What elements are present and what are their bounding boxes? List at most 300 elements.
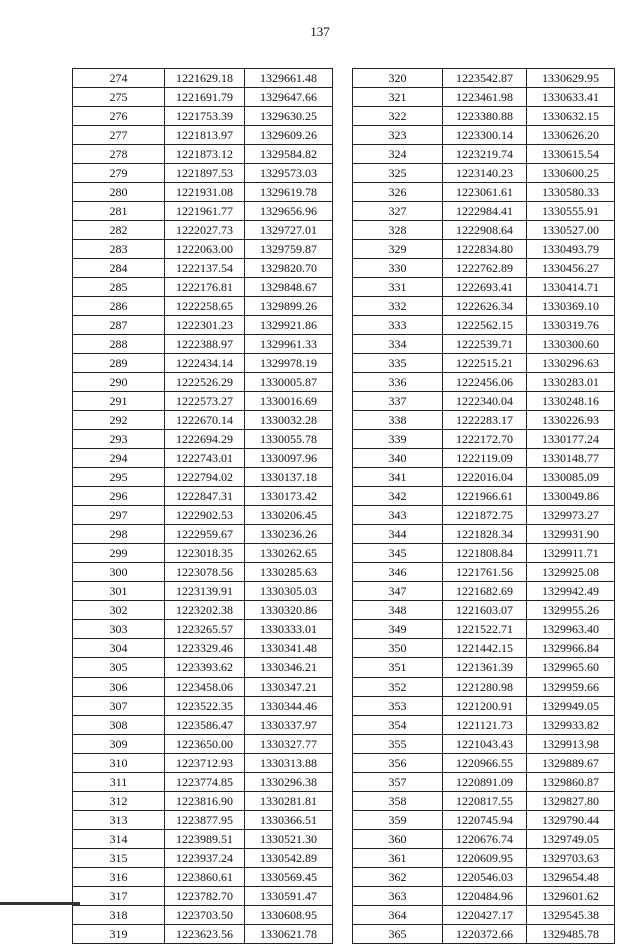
table-row: [353, 544, 615, 563]
point-number-cell: 300: [73, 563, 165, 582]
table-row: [353, 810, 615, 829]
y-coordinate-cell: 1330555.91: [527, 202, 615, 221]
x-coordinate-cell: 1222515.21: [443, 354, 527, 373]
y-coordinate-cell: 1330262.65: [245, 544, 333, 563]
y-coordinate-cell: 1329955.26: [527, 601, 615, 620]
table-row: [353, 354, 615, 373]
table-row: [353, 107, 615, 126]
y-coordinate-cell: 1330615.54: [527, 145, 615, 164]
x-coordinate-cell: 1223650.00: [165, 734, 245, 753]
y-coordinate-cell: 1330016.69: [245, 392, 333, 411]
x-coordinate-cell: 1220817.55: [443, 791, 527, 810]
x-coordinate-cell: 1221808.84: [443, 544, 527, 563]
y-coordinate-cell: 1330580.33: [527, 183, 615, 202]
x-coordinate-cell: 1221682.69: [443, 582, 527, 601]
y-coordinate-cell: 1330456.27: [527, 259, 615, 278]
point-number-cell: 315: [73, 848, 165, 867]
point-number-cell: 317: [73, 886, 165, 905]
x-coordinate-cell: 1221361.39: [443, 658, 527, 677]
table-row: [353, 601, 615, 620]
point-number-cell: 340: [353, 449, 443, 468]
point-number-cell: 284: [73, 259, 165, 278]
y-coordinate-cell: 1329485.78: [527, 924, 615, 943]
x-coordinate-cell: 1221813.97: [165, 126, 245, 145]
y-coordinate-cell: 1330319.76: [527, 316, 615, 335]
y-coordinate-cell: 1329584.82: [245, 145, 333, 164]
point-number-cell: 361: [353, 848, 443, 867]
y-coordinate-cell: 1329961.33: [245, 335, 333, 354]
y-coordinate-cell: 1330632.15: [527, 107, 615, 126]
x-coordinate-cell: 1222794.02: [165, 468, 245, 487]
table-row: [353, 525, 615, 544]
table-row: [73, 221, 333, 240]
point-number-cell: 335: [353, 354, 443, 373]
table-row: [73, 297, 333, 316]
table-row: [353, 677, 615, 696]
table-row: [73, 430, 333, 449]
point-number-cell: 352: [353, 677, 443, 696]
point-number-cell: 318: [73, 905, 165, 924]
y-coordinate-cell: 1330346.21: [245, 658, 333, 677]
table-row: [73, 354, 333, 373]
point-number-cell: 295: [73, 468, 165, 487]
table-row: [73, 563, 333, 582]
x-coordinate-cell: 1223202.38: [165, 601, 245, 620]
table-row: [73, 753, 333, 772]
table-row: [353, 658, 615, 677]
table-row: [73, 107, 333, 126]
y-coordinate-cell: 1330633.41: [527, 88, 615, 107]
table-row: [73, 183, 333, 202]
table-row: [73, 639, 333, 658]
y-coordinate-cell: 1330281.81: [245, 791, 333, 810]
x-coordinate-cell: 1222834.80: [443, 240, 527, 259]
table-row: [73, 411, 333, 430]
point-number-cell: 312: [73, 791, 165, 810]
table-row: [73, 373, 333, 392]
table-row: [73, 924, 333, 943]
y-coordinate-cell: 1330591.47: [245, 886, 333, 905]
x-coordinate-cell: 1222573.27: [165, 392, 245, 411]
table-row: [73, 658, 333, 677]
point-number-cell: 309: [73, 734, 165, 753]
point-number-cell: 278: [73, 145, 165, 164]
point-number-cell: 357: [353, 772, 443, 791]
point-number-cell: 323: [353, 126, 443, 145]
point-number-cell: 302: [73, 601, 165, 620]
table-row: [73, 316, 333, 335]
y-coordinate-cell: 1329820.70: [245, 259, 333, 278]
table-row: [353, 487, 615, 506]
point-number-cell: 279: [73, 164, 165, 183]
table-row: [73, 544, 333, 563]
point-number-cell: 282: [73, 221, 165, 240]
point-number-cell: 311: [73, 772, 165, 791]
x-coordinate-cell: 1222176.81: [165, 278, 245, 297]
table-row: [353, 69, 615, 88]
point-number-cell: 299: [73, 544, 165, 563]
table-row: [73, 601, 333, 620]
table-row: [353, 411, 615, 430]
y-coordinate-cell: 1330177.24: [527, 430, 615, 449]
y-coordinate-cell: 1330327.77: [245, 734, 333, 753]
point-number-cell: 304: [73, 639, 165, 658]
x-coordinate-cell: 1223078.56: [165, 563, 245, 582]
x-coordinate-cell: 1221873.12: [165, 145, 245, 164]
y-coordinate-cell: 1330621.78: [245, 924, 333, 943]
table-row: [353, 886, 615, 905]
x-coordinate-cell: 1222526.29: [165, 373, 245, 392]
table-row: [73, 449, 333, 468]
x-coordinate-cell: 1223219.74: [443, 145, 527, 164]
y-coordinate-cell: 1330347.21: [245, 677, 333, 696]
y-coordinate-cell: 1329889.67: [527, 753, 615, 772]
y-coordinate-cell: 1330055.78: [245, 430, 333, 449]
x-coordinate-cell: 1223300.14: [443, 126, 527, 145]
table-row: [73, 126, 333, 145]
x-coordinate-cell: 1222984.41: [443, 202, 527, 221]
table-row: [73, 487, 333, 506]
y-coordinate-cell: 1329656.96: [245, 202, 333, 221]
y-coordinate-cell: 1330097.96: [245, 449, 333, 468]
x-coordinate-cell: 1223989.51: [165, 829, 245, 848]
x-coordinate-cell: 1223139.91: [165, 582, 245, 601]
point-number-cell: 327: [353, 202, 443, 221]
point-number-cell: 305: [73, 658, 165, 677]
y-coordinate-cell: 1329921.86: [245, 316, 333, 335]
x-coordinate-cell: 1223623.56: [165, 924, 245, 943]
page-number: 137: [310, 24, 330, 39]
x-coordinate-cell: 1221629.18: [165, 69, 245, 88]
point-number-cell: 355: [353, 734, 443, 753]
point-number-cell: 320: [353, 69, 443, 88]
table-row: [353, 240, 615, 259]
y-coordinate-cell: 1329860.87: [527, 772, 615, 791]
table-row: [353, 88, 615, 107]
x-coordinate-cell: 1222119.09: [443, 449, 527, 468]
point-number-cell: 339: [353, 430, 443, 449]
y-coordinate-cell: 1330148.77: [527, 449, 615, 468]
table-row: [73, 620, 333, 639]
x-coordinate-cell: 1223522.35: [165, 696, 245, 715]
x-coordinate-cell: 1221761.56: [443, 563, 527, 582]
x-coordinate-cell: 1223329.46: [165, 639, 245, 658]
x-coordinate-cell: 1223712.93: [165, 753, 245, 772]
point-number-cell: 330: [353, 259, 443, 278]
table-row: [73, 734, 333, 753]
table-row: [353, 259, 615, 278]
table-row: [73, 69, 333, 88]
point-number-cell: 328: [353, 221, 443, 240]
table-row: [353, 221, 615, 240]
y-coordinate-cell: 1330344.46: [245, 696, 333, 715]
y-coordinate-cell: 1329630.25: [245, 107, 333, 126]
point-number-cell: 303: [73, 620, 165, 639]
x-coordinate-cell: 1222172.70: [443, 430, 527, 449]
y-coordinate-cell: 1330173.42: [245, 487, 333, 506]
y-coordinate-cell: 1330320.86: [245, 601, 333, 620]
y-coordinate-cell: 1330414.71: [527, 278, 615, 297]
x-coordinate-cell: 1221522.71: [443, 620, 527, 639]
point-number-cell: 324: [353, 145, 443, 164]
point-number-cell: 289: [73, 354, 165, 373]
table-row: [353, 620, 615, 639]
point-number-cell: 326: [353, 183, 443, 202]
table-row: [353, 715, 615, 734]
y-coordinate-cell: 1330049.86: [527, 487, 615, 506]
x-coordinate-cell: 1222693.41: [443, 278, 527, 297]
y-coordinate-cell: 1329899.26: [245, 297, 333, 316]
y-coordinate-cell: 1330248.16: [527, 392, 615, 411]
x-coordinate-cell: 1222340.04: [443, 392, 527, 411]
point-number-cell: 353: [353, 696, 443, 715]
table-row: [73, 829, 333, 848]
point-number-cell: 344: [353, 525, 443, 544]
point-number-cell: 294: [73, 449, 165, 468]
y-coordinate-cell: 1330300.60: [527, 335, 615, 354]
x-coordinate-cell: 1223393.62: [165, 658, 245, 677]
x-coordinate-cell: 1220484.96: [443, 886, 527, 905]
x-coordinate-cell: 1222959.67: [165, 525, 245, 544]
y-coordinate-cell: 1330369.10: [527, 297, 615, 316]
point-number-cell: 331: [353, 278, 443, 297]
table-row: [353, 392, 615, 411]
point-number-cell: 358: [353, 791, 443, 810]
y-coordinate-cell: 1329978.19: [245, 354, 333, 373]
y-coordinate-cell: 1330226.93: [527, 411, 615, 430]
y-coordinate-cell: 1329925.08: [527, 563, 615, 582]
table-row: [353, 468, 615, 487]
y-coordinate-cell: 1329790.44: [527, 810, 615, 829]
point-number-cell: 348: [353, 601, 443, 620]
table-row: [353, 829, 615, 848]
x-coordinate-cell: 1223860.61: [165, 867, 245, 886]
x-coordinate-cell: 1220372.66: [443, 924, 527, 943]
point-number-cell: 362: [353, 867, 443, 886]
y-coordinate-cell: 1329609.26: [245, 126, 333, 145]
point-number-cell: 288: [73, 335, 165, 354]
y-coordinate-cell: 1329827.80: [527, 791, 615, 810]
point-number-cell: 346: [353, 563, 443, 582]
table-row: [353, 563, 615, 582]
x-coordinate-cell: 1221897.53: [165, 164, 245, 183]
y-coordinate-cell: 1330626.20: [527, 126, 615, 145]
point-number-cell: 321: [353, 88, 443, 107]
table-row: [73, 715, 333, 734]
y-coordinate-cell: 1329911.71: [527, 544, 615, 563]
table-row: [353, 639, 615, 658]
table-row: [73, 506, 333, 525]
y-coordinate-cell: 1330608.95: [245, 905, 333, 924]
y-coordinate-cell: 1329727.01: [245, 221, 333, 240]
x-coordinate-cell: 1222137.54: [165, 259, 245, 278]
table-row: [73, 335, 333, 354]
table-row: [353, 772, 615, 791]
y-coordinate-cell: 1330521.30: [245, 829, 333, 848]
point-number-cell: 314: [73, 829, 165, 848]
point-number-cell: 285: [73, 278, 165, 297]
table-row: [73, 164, 333, 183]
x-coordinate-cell: 1223774.85: [165, 772, 245, 791]
point-number-cell: 365: [353, 924, 443, 943]
x-coordinate-cell: 1221828.34: [443, 525, 527, 544]
x-coordinate-cell: 1220546.03: [443, 867, 527, 886]
x-coordinate-cell: 1223265.57: [165, 620, 245, 639]
point-number-cell: 333: [353, 316, 443, 335]
point-number-cell: 275: [73, 88, 165, 107]
y-coordinate-cell: 1329942.49: [527, 582, 615, 601]
x-coordinate-cell: 1223018.35: [165, 544, 245, 563]
x-coordinate-cell: 1222388.97: [165, 335, 245, 354]
table-row: [353, 753, 615, 772]
table-row: [73, 259, 333, 278]
x-coordinate-cell: 1223816.90: [165, 791, 245, 810]
table-row: [73, 791, 333, 810]
table-row: [73, 905, 333, 924]
y-coordinate-cell: 1330283.01: [527, 373, 615, 392]
y-coordinate-cell: 1329647.66: [245, 88, 333, 107]
x-coordinate-cell: 1222626.34: [443, 297, 527, 316]
x-coordinate-cell: 1220609.95: [443, 848, 527, 867]
x-coordinate-cell: 1222694.29: [165, 430, 245, 449]
x-coordinate-cell: 1221043.43: [443, 734, 527, 753]
table-row: [353, 316, 615, 335]
point-number-cell: 334: [353, 335, 443, 354]
y-coordinate-cell: 1329573.03: [245, 164, 333, 183]
x-coordinate-cell: 1222743.01: [165, 449, 245, 468]
x-coordinate-cell: 1222762.89: [443, 259, 527, 278]
point-number-cell: 280: [73, 183, 165, 202]
table-row: [353, 164, 615, 183]
point-number-cell: 341: [353, 468, 443, 487]
x-coordinate-cell: 1222258.65: [165, 297, 245, 316]
table-row: [353, 582, 615, 601]
table-row: [73, 810, 333, 829]
point-number-cell: 301: [73, 582, 165, 601]
table-row: [353, 335, 615, 354]
table-row: [353, 791, 615, 810]
x-coordinate-cell: 1223586.47: [165, 715, 245, 734]
x-coordinate-cell: 1221280.98: [443, 677, 527, 696]
table-row: [73, 392, 333, 411]
y-coordinate-cell: 1330005.87: [245, 373, 333, 392]
x-coordinate-cell: 1220427.17: [443, 905, 527, 924]
y-coordinate-cell: 1330493.79: [527, 240, 615, 259]
y-coordinate-cell: 1329963.40: [527, 620, 615, 639]
x-coordinate-cell: 1223937.24: [165, 848, 245, 867]
y-coordinate-cell: 1329703.63: [527, 848, 615, 867]
point-number-cell: 277: [73, 126, 165, 145]
table-row: [353, 126, 615, 145]
point-number-cell: 342: [353, 487, 443, 506]
x-coordinate-cell: 1222539.71: [443, 335, 527, 354]
x-coordinate-cell: 1222670.14: [165, 411, 245, 430]
point-number-cell: 310: [73, 753, 165, 772]
table-row: [353, 183, 615, 202]
x-coordinate-cell: 1220745.94: [443, 810, 527, 829]
point-number-cell: 319: [73, 924, 165, 943]
x-coordinate-cell: 1221691.79: [165, 88, 245, 107]
x-coordinate-cell: 1220676.74: [443, 829, 527, 848]
x-coordinate-cell: 1223542.87: [443, 69, 527, 88]
x-coordinate-cell: 1223061.61: [443, 183, 527, 202]
point-number-cell: 363: [353, 886, 443, 905]
point-number-cell: 307: [73, 696, 165, 715]
y-coordinate-cell: 1329601.62: [527, 886, 615, 905]
point-number-cell: 291: [73, 392, 165, 411]
y-coordinate-cell: 1329848.67: [245, 278, 333, 297]
point-number-cell: 298: [73, 525, 165, 544]
table-row: [73, 202, 333, 221]
x-coordinate-cell: 1222847.31: [165, 487, 245, 506]
x-coordinate-cell: 1221603.07: [443, 601, 527, 620]
table-row: [353, 202, 615, 221]
table-row: [353, 278, 615, 297]
table-row: [353, 848, 615, 867]
table-row: [353, 145, 615, 164]
point-number-cell: 337: [353, 392, 443, 411]
table-row: [353, 430, 615, 449]
table-row: [73, 468, 333, 487]
point-number-cell: 306: [73, 677, 165, 696]
x-coordinate-cell: 1221200.91: [443, 696, 527, 715]
table-row: [73, 525, 333, 544]
table-row: [353, 905, 615, 924]
y-coordinate-cell: 1330341.48: [245, 639, 333, 658]
point-number-cell: 347: [353, 582, 443, 601]
point-number-cell: 293: [73, 430, 165, 449]
y-coordinate-cell: 1330032.28: [245, 411, 333, 430]
point-number-cell: 322: [353, 107, 443, 126]
point-number-cell: 350: [353, 639, 443, 658]
table-row: [73, 696, 333, 715]
y-coordinate-cell: 1329959.66: [527, 677, 615, 696]
point-number-cell: 345: [353, 544, 443, 563]
point-number-cell: 281: [73, 202, 165, 221]
point-number-cell: 286: [73, 297, 165, 316]
x-coordinate-cell: 1221121.73: [443, 715, 527, 734]
table-row: [353, 867, 615, 886]
table-row: [73, 88, 333, 107]
x-coordinate-cell: 1221966.61: [443, 487, 527, 506]
y-coordinate-cell: 1330296.63: [527, 354, 615, 373]
point-number-cell: 338: [353, 411, 443, 430]
x-coordinate-cell: 1221961.77: [165, 202, 245, 221]
x-coordinate-cell: 1223461.98: [443, 88, 527, 107]
point-number-cell: 356: [353, 753, 443, 772]
y-coordinate-cell: 1329933.82: [527, 715, 615, 734]
point-number-cell: 351: [353, 658, 443, 677]
x-coordinate-cell: 1222283.17: [443, 411, 527, 430]
table-row: [353, 506, 615, 525]
y-coordinate-cell: 1330629.95: [527, 69, 615, 88]
point-number-cell: 274: [73, 69, 165, 88]
y-coordinate-cell: 1329966.84: [527, 639, 615, 658]
point-number-cell: 332: [353, 297, 443, 316]
table-row: [73, 677, 333, 696]
y-coordinate-cell: 1329759.87: [245, 240, 333, 259]
x-coordinate-cell: 1222456.06: [443, 373, 527, 392]
table-row: [353, 924, 615, 943]
point-number-cell: 360: [353, 829, 443, 848]
y-coordinate-cell: 1330313.88: [245, 753, 333, 772]
x-coordinate-cell: 1222016.04: [443, 468, 527, 487]
x-coordinate-cell: 1223458.06: [165, 677, 245, 696]
y-coordinate-cell: 1330236.26: [245, 525, 333, 544]
x-coordinate-cell: 1220891.09: [443, 772, 527, 791]
point-number-cell: 287: [73, 316, 165, 335]
table-row: [73, 145, 333, 164]
